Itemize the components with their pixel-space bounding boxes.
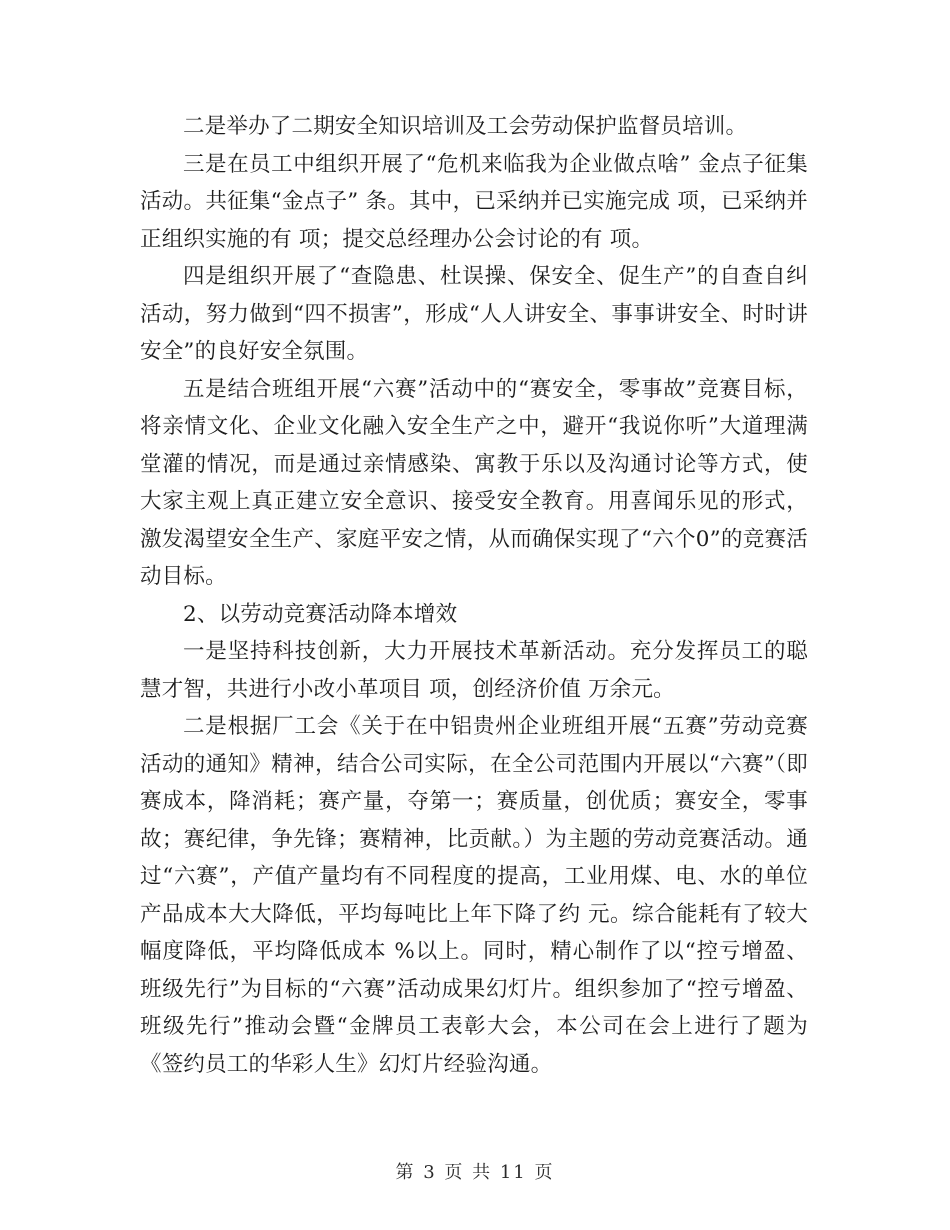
page-number-footer: 第 3 页 共 11 页: [395, 1162, 555, 1183]
paragraph-self-inspection: 四是组织开展了“查隐患、杜误操、保安全、促生产”的自查自纠活动，努力做到“四不损害”，形成“人人讲安全、事事讲安全、时时讲安全”的良好安全氛围。: [140, 264, 808, 364]
paragraph-golden-ideas: 三是在员工中组织开展了“危机来临我为企业做点啥” 金点子征集活动。共征集“金点子” 条。其中，已采纳并已实施完成 项，已采纳并正组织实施的有 项；提交总经理办公会讨论的有 项。: [140, 151, 808, 252]
paragraph-training: 二是举办了二期安全知识培训及工会劳动保护监督员培训。: [183, 114, 748, 139]
section-heading-labor-competition: 2、以劳动竞赛活动降本增效: [183, 601, 458, 627]
paragraph-six-competitions-safety: 五是结合班组开展“六赛”活动中的“赛安全，零事故”竞赛目标，将亲情文化、企业文化融入安全生产之中，避开“我说你听”大道理满堂灌的情况，而是通过亲情感染、寓教于乐以及沟通讨论等方式，使大家主观上真正建立安全意识、接受安全教育。用喜闻乐见的形式，激发渴望安全生产、家庭平安之情，从而确保实现了“六个0”的竞赛活动目标。: [140, 376, 808, 589]
paragraph-tech-innovation: 一是坚持科技创新，大力开展技术革新活动。充分发挥员工的聪慧才智，共进行小改小革项目 项，创经济价值 万余元。: [140, 639, 808, 702]
paragraph-six-competitions-cost: 二是根据厂工会《关于在中铝贵州企业班组开展“五赛”劳动竞赛活动的通知》精神，结合公司实际，在全公司范围内开展以“六赛”（即赛成本，降消耗；赛产量，夺第一；赛质量，创优质；赛安全，零事故；赛纪律，争先锋；赛精神，比贡献。）为主题的劳动竞赛活动。通过“六赛”，产值产量均有不同程度的提高，工业用煤、电、水的单位产品成本大大降低，平均每吨比上年下降了约 元。综合能耗有了较大幅度降低，平均降低成本 %以上。同时，精心制作了以“控亏增盈、班级先行”为目标的“六赛”活动成果幻灯片。组织参加了“控亏增盈、班级先行”推动会暨“金牌员工表彰大会，本公司在会上进行了题为《签约员工的华彩人生》幻灯片经验沟通。: [140, 714, 808, 1077]
document-body: [140, 108, 808, 1083]
